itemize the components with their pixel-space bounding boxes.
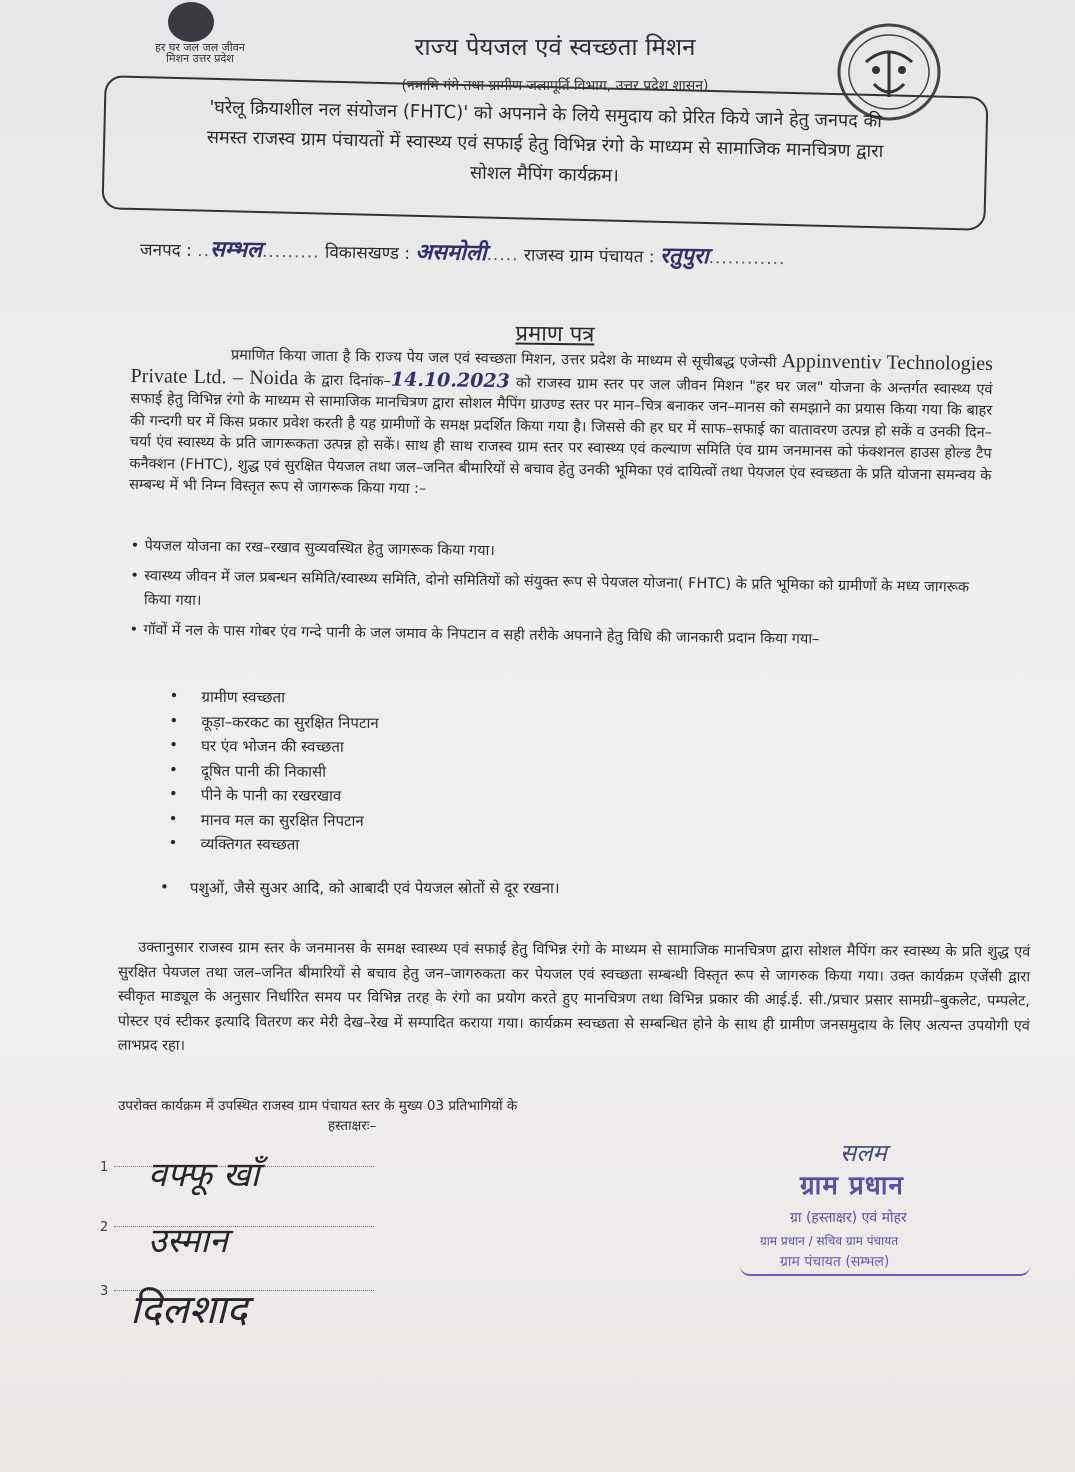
body-text: को राजस्व ग्राम स्तर पर जल जीवन मिशन "हर घर जल" योजना के अन्तर्गत स्वास्थ्य एवं सफाई हेतु विभिन्न रंगो के माध्यम से सामाजिक मानचित्रण द्वारा सोशल मैपिंग ग्राउण्ड स्तर पर मान–चित्र बनाकर जन–मानस को समझाने का प्रयास किया गया कि बाहर की गन्दगी घर में किस प्रकार प्रवेश करती है यह ग्रामीणों के समक्ष प्रदर्शित किया गया है। जिससे की हर घर में साफ–सफाई का वातावरण उत्पन्न हो सकें व उनकी दिन–चर्या एंव स्वास्थ्य के प्रति जागरूकता उत्पन्न हो सकें। साथ ही साथ राजस्व ग्राम स्तर पर स्वास्थ्य एवं कल्याण समिति एंव ग्राम जनमानस को फंक्शनल हाउस होल्ड टैप कनैक्शन (FHTC), शुद्ध एवं सुरक्षित पेयजल तथा जल–जनित बीमारियों से बचाव हेतु उनकी भूमिका एवं दायित्वों तथा पेयजल एंव स्वच्छता के प्रति योजना समन्वय के सम्बन्ध में भी निम्न विस्तृत रूप से जागरूक किया गया :– xyxy=(129,374,993,498)
logo-left-text: हर घर जल जल जीवन मिशन उत्तर प्रदेश xyxy=(155,41,245,65)
participants-note xyxy=(118,1096,638,1136)
stamp-border xyxy=(740,1228,1030,1276)
har-ghar-jal-logo xyxy=(150,0,250,80)
district-value: सम्भल xyxy=(209,236,263,263)
body-date-label: के द्वारा दिनांक– xyxy=(304,371,391,390)
certificate-title: प्रमाण पत्र xyxy=(515,321,595,348)
signature-row-1 xyxy=(100,1160,108,1175)
pradhan-signature: सलम xyxy=(840,1139,887,1167)
conclusion-paragraph: उक्तानुसार राजस्व ग्राम स्तर के जनमानस के समक्ष स्वास्थ्य एवं सफाई हेतु विभिन्न रंगो के माध्यम से सामाजिक मानचित्रण द्वारा सोशल मैपिंग कर स्वास्थ्य के प्रति शुद्ध एवं सुरक्षित पेयजल तथा जल–जनित बीमारियों से बचाव हेतु जन–जागरुकता कर पेयजल एवं स्वच्छता सम्बन्धी विस्तृत रूप से जागरुक किया गया। उक्त कार्यक्रम एजेंसी द्वारा स्वीकृत माड्यूल के अनुसार निर्धारित समय पर विभिन्न तरह के रंगो का प्रयोग करते हुए मानचित्रण तथा विभिन्न प्रकार की आई.ई. सी./प्रचार प्रसार सामग्री–बुकलेट, पम्पलेट, पोस्टर एवं स्टीकर इत्यादि वितरण कर मेरी देख–रेख में सम्पादित कराया गया। कार्यक्रम स्वच्छता से सम्बन्धित होने के साथ ही ग्रामीण जनसमुदाय के लिए अत्यन्त उपयोगी एवं लाभप्रद रहा। xyxy=(117,939,1031,1054)
list-item: • घर एंव भोजन की स्वच्छता xyxy=(165,736,565,763)
list-item: • मानव मल का सुरक्षित निपटान xyxy=(165,809,565,836)
participants-line: उपरोक्त कार्यक्रम में उपस्थित राजस्व ग्राम पंचायत स्तर के मुख्य 03 प्रतिभागियों के xyxy=(118,1098,518,1114)
signature-2: उस्मान xyxy=(148,1221,228,1261)
list-item: • ग्रामीण स्वच्छता xyxy=(165,687,565,714)
signature-number: 3 xyxy=(100,1284,109,1299)
bullet-list xyxy=(129,534,991,660)
stamp-line-2: ग्राम प्रधान / सचिव ग्राम पंचायत xyxy=(760,1234,899,1248)
signature-row-3 xyxy=(100,1284,108,1299)
gram-value: रतुपुरा xyxy=(659,242,709,270)
stamp-line-3: ग्राम पंचायत (सम्भल) xyxy=(780,1254,890,1270)
program-line-3: सोशल मैपिंग कार्यक्रम। xyxy=(469,162,620,187)
list-item: • पेयजल योजना का रख–रखाव सुव्यवस्थित हेतु जागरूक किया गया। xyxy=(131,534,991,570)
agency-name: Appinventiv Technologies Private Ltd. – Noida xyxy=(130,350,994,389)
program-title-text xyxy=(119,91,971,199)
page-title: राज्य पेयजल एवं स्वच्छता मिशन xyxy=(414,33,696,61)
gram-label: राजस्व ग्राम पंचायत : xyxy=(523,245,655,268)
sanitation-topics-list xyxy=(164,687,565,861)
stamp-line-1: ग्रा (हस्ताक्षर) एवं मोहर xyxy=(790,1210,907,1226)
stamp-title: ग्राम प्रधान xyxy=(800,1171,904,1201)
list-item: • व्यक्तिगत स्वच्छता xyxy=(164,834,564,861)
district-label: जनपद : xyxy=(139,240,193,261)
page-subtitle: (नमामि गंगे तथा ग्रामीण जलापूर्ति विभाग, उत्तर प्रदेश शासन) xyxy=(401,78,709,94)
signature-row-2 xyxy=(100,1220,108,1235)
list-item: • दूषित पानी की निकासी xyxy=(165,760,565,787)
list-item: • पीने के पानी का रखरखाव xyxy=(165,785,565,812)
body-intro: प्रमाणित किया जाता है कि राज्य पेय जल एवं स्वच्छता मिशन, उत्तर प्रदेश के माध्यम से सूचीबद्ध एजेन्सी xyxy=(230,347,777,372)
pradhan-stamp xyxy=(710,1136,1040,1286)
signature-3: दिलशाद xyxy=(130,1287,248,1333)
list-item: • स्वास्थ्य जीवन में जल प्रबन्धन समिति/स्वास्थ्य समिति, दोनो समितियों को संयुक्त रूप से पेयजल योजना( FHTC) के प्रति भूमिका को ग्रामीणों के मध्य जागरूक किया गया। xyxy=(130,564,991,624)
water-drop-icon xyxy=(168,2,214,42)
list-item: • गॉवों में नल के पास गोबर एंव गन्दे पानी के जल जमाव के निपटान व सही तरीके अपनाने हेतु विधि की जानकारी प्रदान किया गया– xyxy=(129,618,989,654)
program-line-2: समस्त राजस्व ग्राम पंचायतों में स्वास्थ्य एवं सफाई हेतु विभिन्न रंगो के माध्यम से सामाजिक मानचित्रण द्वारा xyxy=(206,126,884,163)
participant-signatures xyxy=(100,1150,500,1380)
signature-1: वफ्फू खाँ xyxy=(148,1155,260,1195)
signature-number: 2 xyxy=(100,1220,109,1235)
program-date: 14.10.2023 xyxy=(390,368,511,392)
block-label: विकासखण्ड : xyxy=(324,242,411,264)
block-value: असमोली xyxy=(415,239,487,267)
signature-number: 1 xyxy=(100,1160,109,1175)
program-line-1: 'घरेलू क्रियाशील नल संयोजन (FHTC)' को अपनाने के लिये समुदाय को प्रेरित किये जाने हेतु जनपद की xyxy=(209,96,883,133)
location-fields: जनपद : ..सम्भल......... विकासखण्ड : असमोली..... राजस्व ग्राम पंचायत : रतुपुरा............ xyxy=(139,236,786,270)
signatures-label: हस्ताक्षरः– xyxy=(328,1118,377,1134)
list-item: • कूड़ा–करकट का सुरक्षित निपटान xyxy=(165,711,565,738)
certificate-body xyxy=(129,342,993,509)
list-item: • पशुओं, जैसे सुअर आदि, को आबादी एवं पेयजल स्रोतों से दूर रखना। xyxy=(160,878,690,898)
